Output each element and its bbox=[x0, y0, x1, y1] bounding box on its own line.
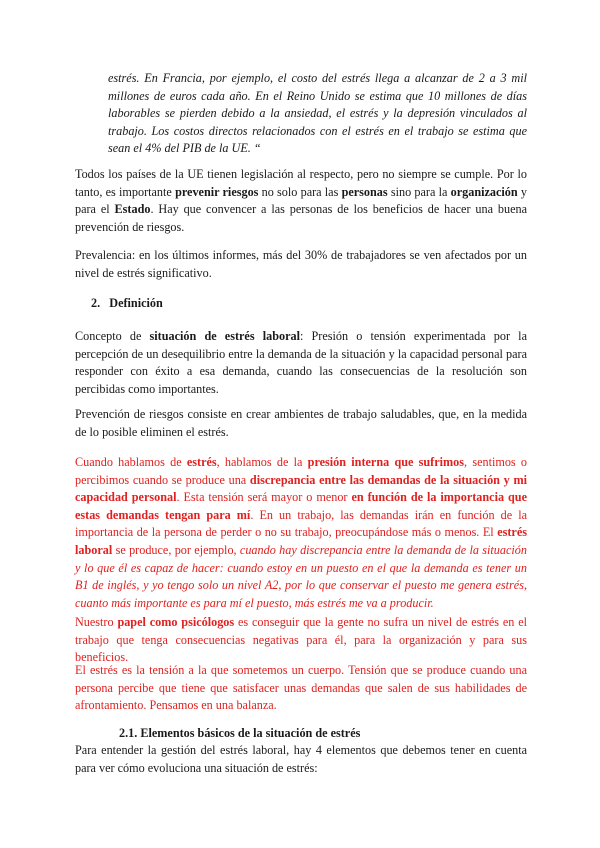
quote-paragraph: estrés. En Francia, por ejemplo, el costo del estrés llega a alcanzar de 2 a 3 mil millones de euros cada año. En el Reino Unido se estima que 10 millones de días laborables se pierden debido a la ansiedad, el estrés y la depresión vinculados al trabajo. Los costos directos relacionados con el estrés en el trabajo se estima que sean el 4% del PIB de la UE. “ bbox=[108, 71, 527, 156]
paragraph-papel-psicologos: Nuestro papel como psicólogos es conseguir que la gente no sufra un nivel de estrés en el trabajo que tenga consecuencias negativas para él, para la organización y para sus beneficios. bbox=[75, 615, 528, 665]
paragraph-tension: El estrés es la tensión a la que sometemos un cuerpo. Tensión que se produce cuando una persona percibe que tiene que satisfacer unas demandas que salen de sus habilidades de afrontamiento. Pensamos en una balanza. bbox=[75, 663, 527, 713]
paragraph-prevalence: Prevalencia: en los últimos informes, más del 30% de trabajadores se ven afectados por un nivel de estrés significativo. bbox=[75, 248, 527, 280]
paragraph-prevencion: Prevención de riesgos consiste en crear ambientes de trabajo saludables, que, en la medida de lo posible eliminen el estrés. bbox=[75, 407, 527, 439]
section-heading-elementos: 2.1. Elementos básicos de la situación de estrés bbox=[119, 726, 361, 740]
section-heading-definicion: 2. Definición bbox=[91, 296, 163, 310]
paragraph-concepto: Concepto de situación de estrés laboral: Presión o tensión experimentada por la percepción de un desequilibrio entre la demanda de la situación y la capacidad personal para responder con éxito a esa demanda, cuando las consecuencias de la resolución son percibidas como importantes. bbox=[75, 329, 527, 396]
paragraph-legislation: Todos los países de la UE tienen legislación al respecto, pero no siempre se cumple. Por lo tanto, es importante prevenir riesgos no solo para las personas sino para la organización y para el Estado. Hay que convencer a las personas de los beneficios de hacer una buena prevención de riesgos. bbox=[75, 167, 527, 234]
paragraph-estres-definicion: Cuando hablamos de estrés, hablamos de la presión interna que sufrimos, sentimos o percibimos cuando se produce una discrepancia entre las demandas de la situación y mi capacidad personal. Esta tensión será mayor o menor en función de la importancia que estas demandas tengan para mí. En un trabajo, las demandas irán en función de la importancia de la persona de perder o no su trabajo, preocupándose más o menos. El estrés laboral se produce, por ejemplo, cuando hay discrepancia entre la demanda de la situación y lo que él es capaz de hacer: cuando estoy en un puesto en el que la demanda es tener un B1 de inglés, y yo tengo solo un nivel A2, por lo que conservar el puesto me genera estrés, cuanto más importante es para mí el puesto, más estrés me va a producir. bbox=[75, 455, 527, 610]
paragraph-elementos-intro: Para entender la gestión del estrés laboral, hay 4 elementos que debemos tener en cuenta para ver cómo evoluciona una situación de estrés: bbox=[75, 743, 527, 775]
